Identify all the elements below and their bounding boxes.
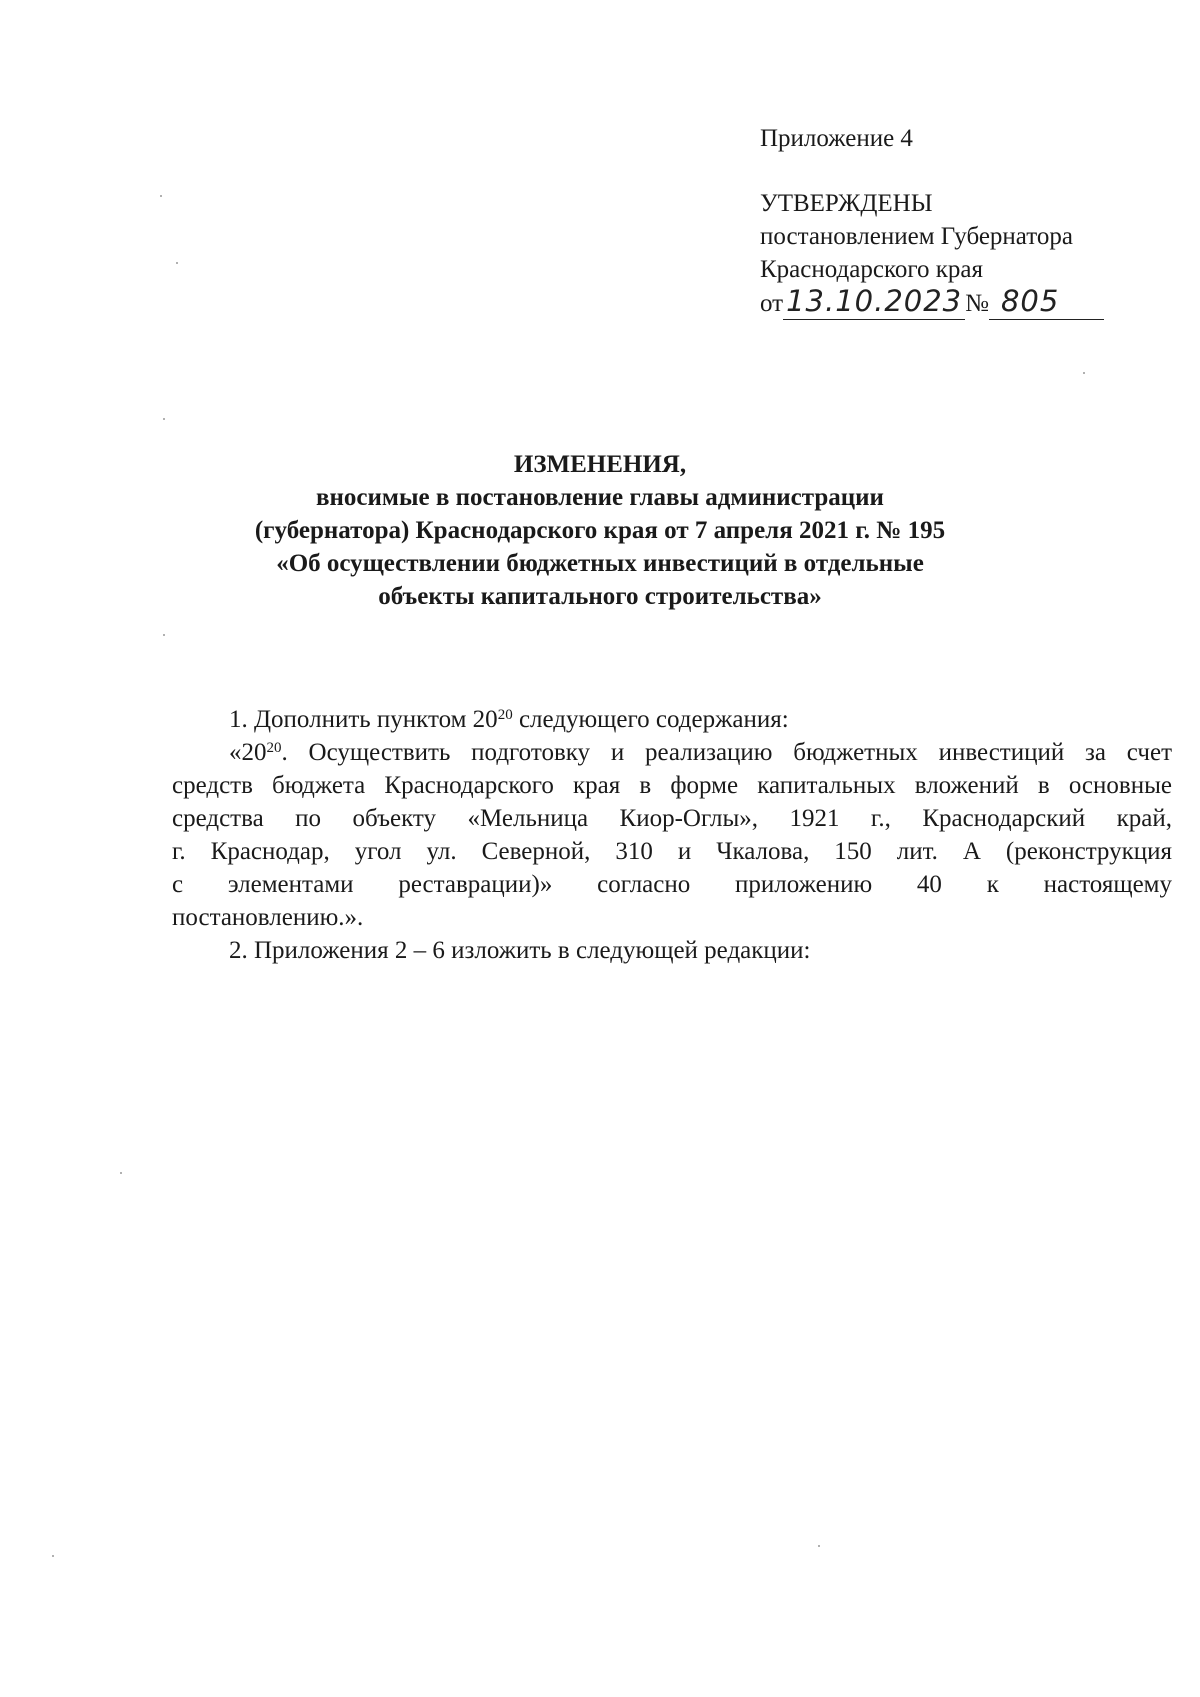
title-line-3: (губернатора) Краснодарского края от 7 апреля 2021 г. № 195: [254, 517, 946, 544]
appendix-label: Приложение 4: [760, 125, 913, 152]
item-1-text: 1. Дополнить пунктом 20: [229, 706, 498, 733]
item-1-tail: следующего содержания:: [512, 706, 789, 733]
item-1-superscript: 20: [497, 706, 513, 723]
approved-by-line-2: Краснодарского края: [760, 256, 983, 283]
scan-speck: [163, 634, 165, 636]
quote-text-1: . Осуществить подготовку и реализацию бюджетных инвестиций за счет: [281, 739, 1172, 766]
scan-speck: [160, 195, 162, 197]
scan-speck: [1083, 372, 1085, 374]
title-line-1: ИЗМЕНЕНИЯ,: [513, 451, 687, 478]
date-number-line: [760, 286, 1104, 319]
quote-line-5: с элементами реставрации)» согласно приложению 40 к настоящему: [172, 871, 1172, 898]
item-1: [172, 703, 1172, 736]
approved-label: УТВЕРЖДЕНЫ: [760, 190, 933, 217]
date-prefix: от: [760, 290, 784, 317]
handwritten-number: 805: [1000, 284, 1060, 318]
item-2: 2. Приложения 2 – 6 изложить в следующей редакции:: [229, 937, 811, 964]
scan-speck: [163, 418, 165, 420]
quote-superscript: 20: [266, 739, 282, 756]
title-line-4: «Об осуществлении бюджетных инвестиций в отдельные: [276, 550, 924, 577]
title-line-5: объекты капитального строительства»: [378, 583, 822, 610]
number-field: [989, 286, 1104, 320]
scan-speck: [176, 262, 178, 264]
approval-block: [760, 187, 1104, 319]
scan-speck: [818, 1545, 820, 1547]
quote-line-3: средства по объекту «Мельница Киор-Оглы», 1921 г., Краснодарский край,: [172, 805, 1172, 832]
document-title: [200, 448, 1000, 613]
document-body: [172, 703, 1172, 967]
quote-open: «20: [229, 739, 267, 766]
scan-speck: [120, 1172, 122, 1174]
date-field: [783, 286, 965, 320]
handwritten-date: 13.10.2023: [786, 284, 963, 318]
title-line-2: вносимые в постановление главы администрации: [316, 484, 884, 511]
number-sign: №: [965, 290, 989, 317]
quote-line-6: постановлению.».: [172, 904, 364, 931]
quote-line-2: средств бюджета Краснодарского края в форме капитальных вложений в основные: [172, 772, 1172, 799]
quote-line-4: г. Краснодар, угол ул. Северной, 310 и Чкалова, 150 лит. А (реконструкция: [172, 838, 1172, 865]
quote-line-1: [172, 736, 1172, 769]
approved-by-line-1: постановлением Губернатора: [760, 223, 1073, 250]
scan-speck: [52, 1555, 54, 1557]
